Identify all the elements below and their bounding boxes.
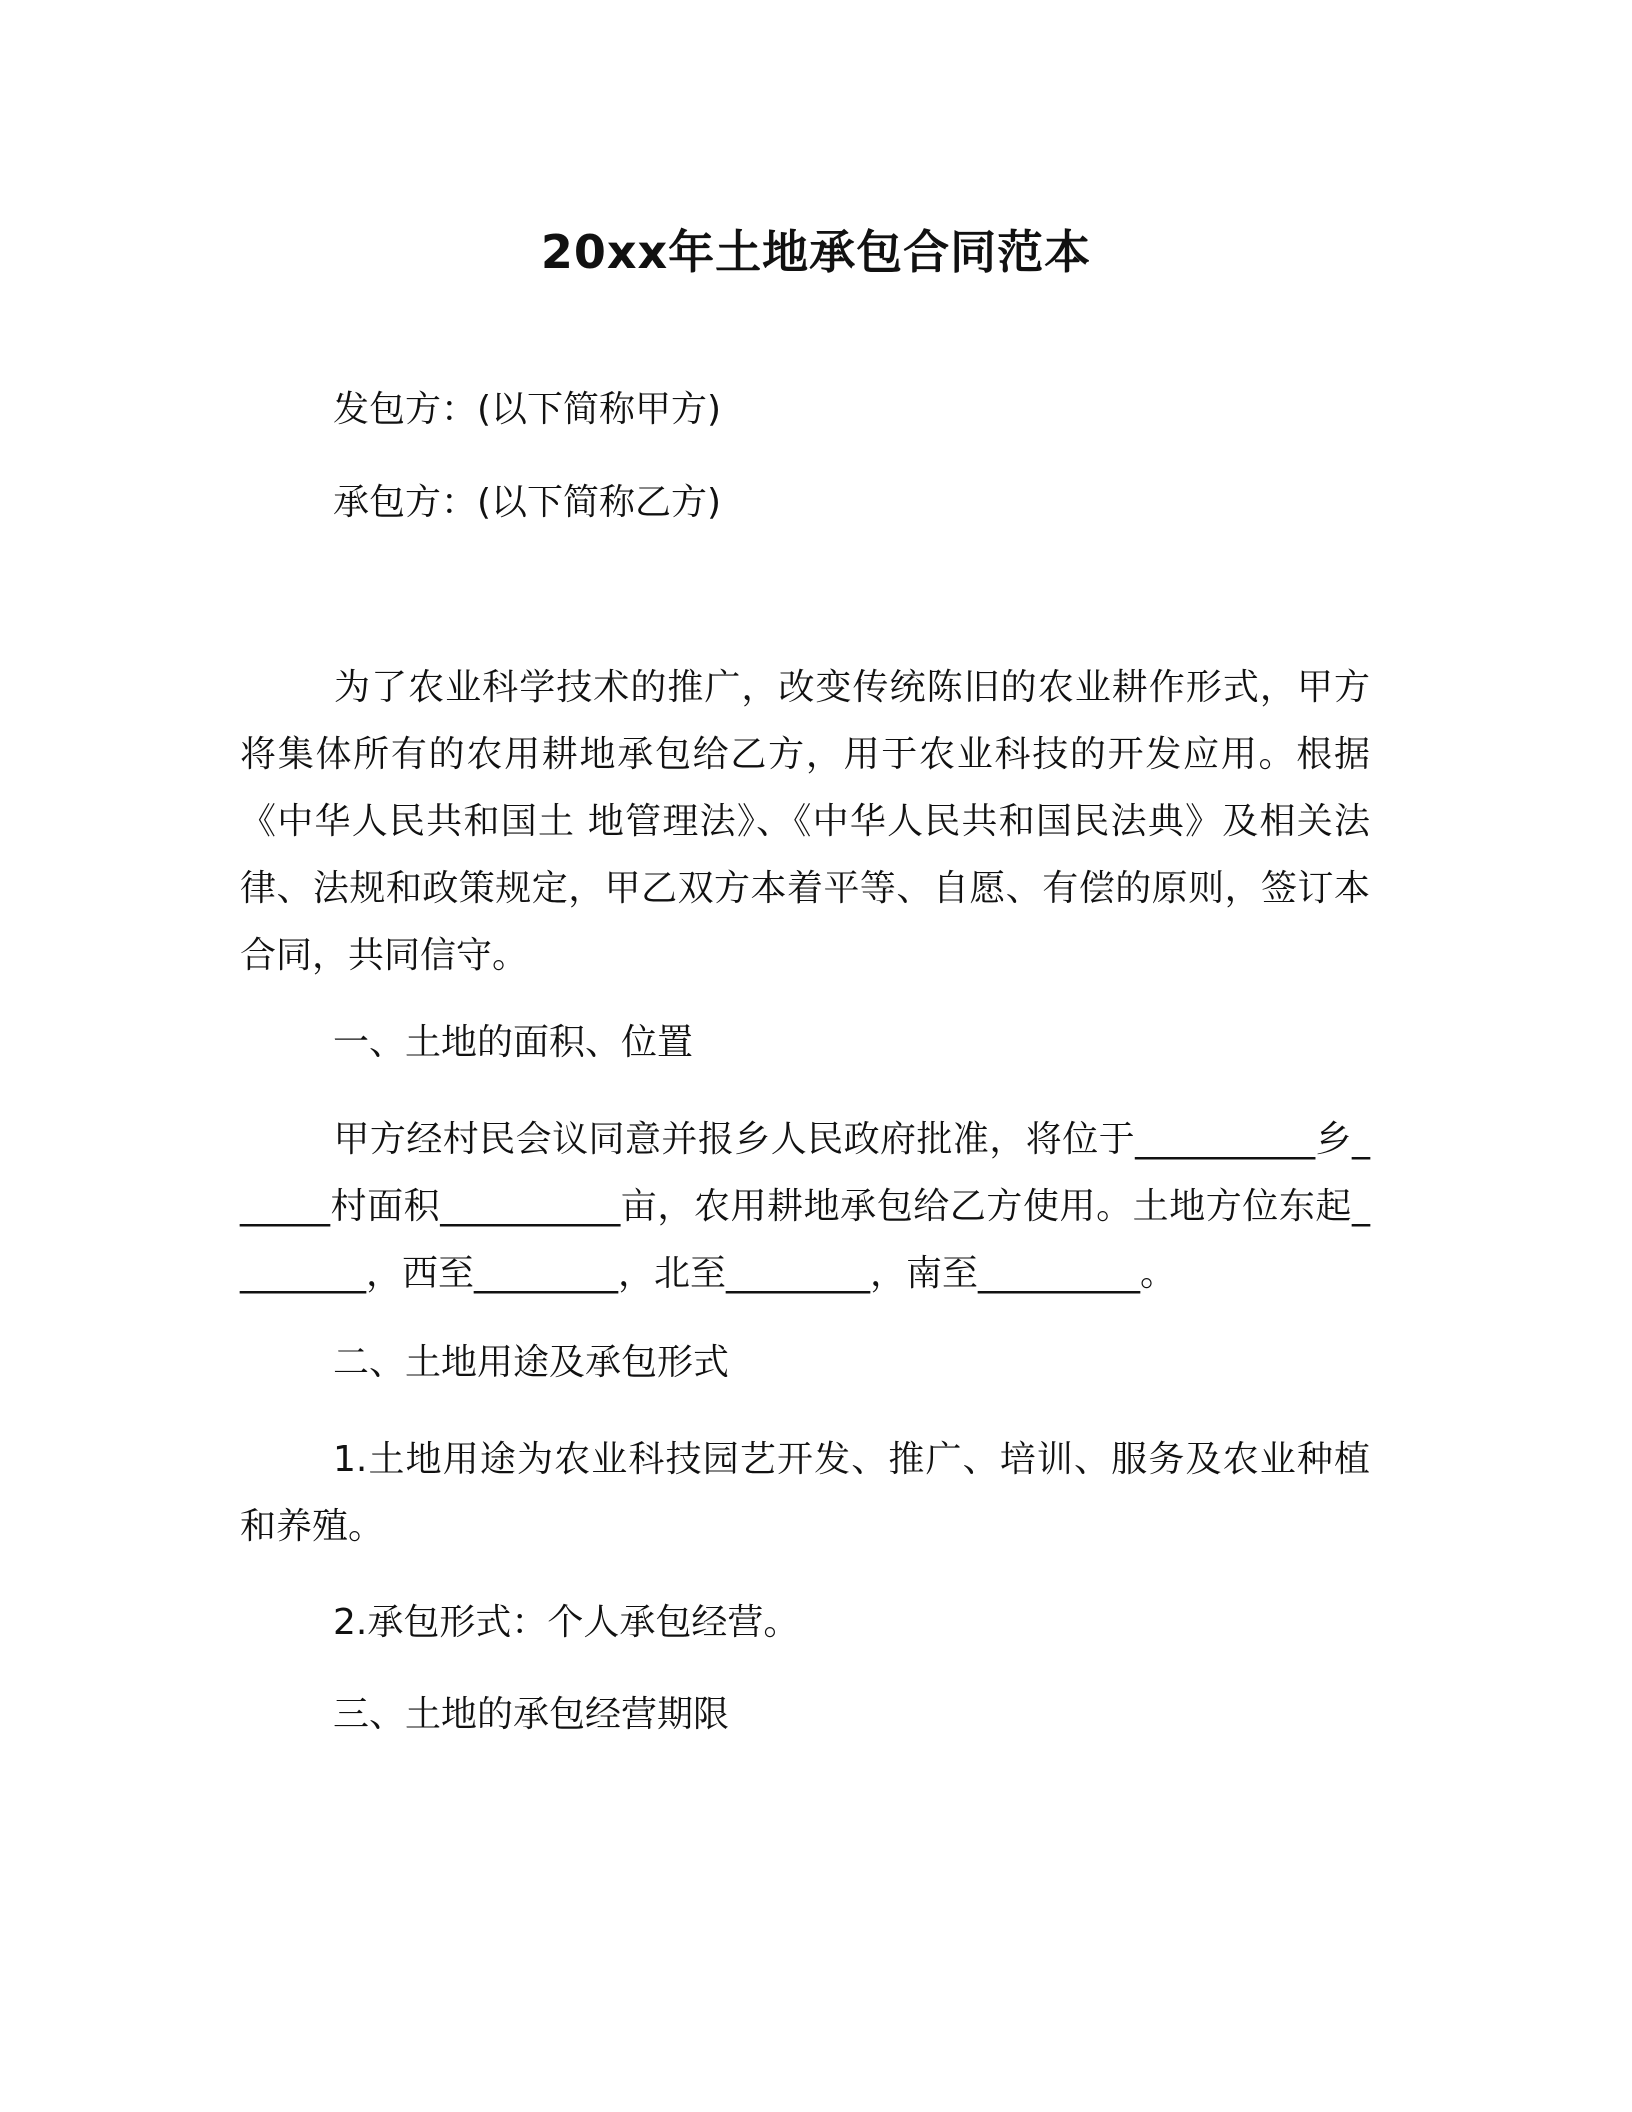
- section-2-item-1-text: 1.土地用途为农业科技园艺开发、推广、培训、服务及农业种植和养殖。: [240, 1439, 1370, 1547]
- section-2-item-1: [240, 1426, 1370, 1560]
- section-1-text: 甲方经村民会议同意并报乡人民政府批准，将位于__________乡______村面积__________亩，农用耕地承包给乙方使用。土地方位东起________，西至________，北至________，南至_________。: [240, 1119, 1370, 1294]
- section-1-paragraph: [240, 1106, 1370, 1307]
- preamble-text: 为了农业科学技术的推广，改变传统陈旧的农业耕作形式，甲方将集体所有的农用耕地承包给乙方，用于农业科技的开发应用。根据《中华人民共和国土 地管理法》、《中华人民共和国民法典》及相关法律、法规和政策规定，甲乙双方本着平等、自愿、有偿的原则，签订本合同，共同信守。: [240, 667, 1370, 976]
- section-2-item-2: 2.承包形式：个人承包经营。: [333, 1602, 800, 1643]
- contractor-party-line: 承包方：(以下简称乙方): [333, 482, 722, 523]
- section-1-heading: 一、土地的面积、位置: [333, 1022, 694, 1063]
- section-3-heading: 三、土地的承包经营期限: [333, 1694, 730, 1735]
- document-title: 20xx年土地承包合同范本: [540, 225, 1092, 279]
- preamble-paragraph: [240, 654, 1370, 989]
- issuer-party-line: 发包方：(以下简称甲方): [333, 389, 722, 430]
- section-2-heading: 二、土地用途及承包形式: [333, 1342, 730, 1383]
